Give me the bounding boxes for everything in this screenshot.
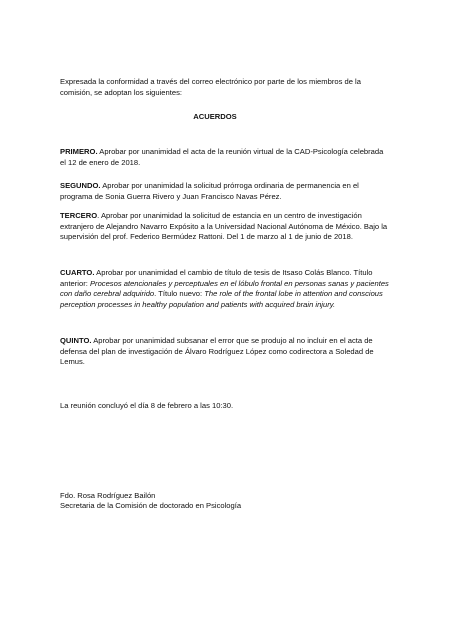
intro-paragraph: Expresada la conformidad a través del correo electrónico por parte de los miembros de la comisión, se adoptan los siguientes: [60,77,361,97]
acuerdo-segundo [60,181,390,202]
acuerdo-label: SEGUNDO. [60,181,101,190]
signature-role: Secretaria de la Comisión de doctorado en Psicología [60,501,242,510]
previous-thesis-title: Procesos atencionales y perceptuales en el lóbulo frontal en personas sanas y pacientes con daño cerebral adquirido [60,278,389,299]
acuerdo-text: Aprobar por unanimidad subsanar el error que se produjo al no incluir en el acta de defensa del plan de investigación de Álvaro Rodríguez López como codirectora a Soledad de Lemus. [60,336,374,367]
acuerdo-cuarto [60,268,390,310]
signature-name: Fdo. Rosa Rodríguez Bailón [60,491,156,500]
acuerdo-label: PRIMERO. [60,147,98,156]
acuerdo-text: . Aprobar por unanimidad la solicitud de estancia en un centro de investigación extranjero de Alejandro Navarro Expósito a la Universidad Nacional Autónoma de México. Bajo la supervisión del prof. Federico Bermúdez Rattoni. Del 1 de marzo al 1 de junio de 2018. [60,211,388,242]
new-thesis-title: The role of the frontal lobe in attention and conscious perception processes in healthy population and patients with acquired brain injury. [60,289,383,309]
acuerdo-label: TERCERO [60,211,98,220]
acuerdo-text: Aprobar por unanimidad el acta de la reunión virtual de la CAD-Psicología celebrada el 12 de enero de 2018. [60,147,384,167]
acuerdo-tercero [60,211,390,243]
acuerdo-text: Aprobar por unanimidad el cambio de título de tesis de Itsaso Colás Blanco. Título anterior: [60,268,373,288]
closing-line: La reunión concluyó el día 8 de febrero a las 10:30. [60,401,234,410]
acuerdo-label: QUINTO. [60,336,92,345]
new-title-label: . Título nuevo: [154,289,205,299]
acuerdo-label: CUARTO. [60,268,95,277]
acuerdo-primero [60,147,390,168]
acuerdo-quinto [60,336,390,368]
acuerdos-heading: ACUERDOS [193,112,237,121]
acuerdo-text: Aprobar por unanimidad la solicitud prórroga ordinaria de permanencia en el programa de Sonia Guerra Rivero y Juan Francisco Navas Pérez. [60,181,359,201]
